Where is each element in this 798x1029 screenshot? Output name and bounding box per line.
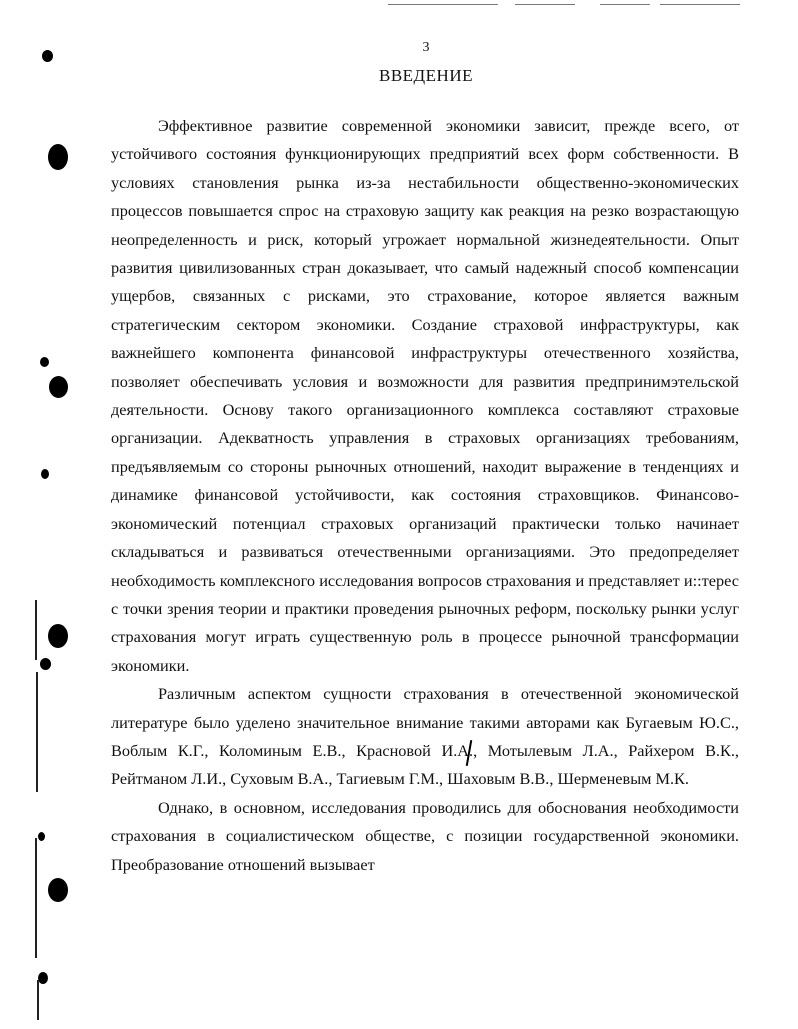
paragraph: Различным аспектом сущности страхования в отечественной экономической литературе было уделено значительное внимание такими авторами как Бугаевым Ю.С., Воблым К.Г., Коломиным Е.В., Красновой И.А., Мотылевым Л.А., Райхером В.К., Рейтманом Л.И., Суховым В.А., Тагиевым Г.М., Шаховым В.В., Шерменевым М.К. [111, 684, 739, 789]
scan-edge-line [37, 980, 39, 1020]
binder-hole [38, 832, 45, 841]
binder-hole [48, 144, 68, 170]
binder-hole [41, 469, 49, 479]
binder-hole [49, 376, 68, 398]
binder-hole [48, 624, 68, 648]
scan-top-rule [388, 4, 498, 5]
binder-hole [38, 972, 48, 984]
page-title: ВВЕДЕНИЕ [379, 66, 473, 85]
scan-top-rule [515, 4, 575, 5]
page-number: 3 [422, 40, 430, 55]
scan-top-rule [660, 4, 740, 5]
scan-edge-line [35, 600, 37, 660]
binder-hole [40, 658, 51, 670]
body-text [111, 112, 739, 879]
scan-edge-line [36, 672, 38, 792]
paragraph: Однако, в основном, исследования проводились для обоснования необходимости страхования в социалистическом обществе, с позиции государственной экономики. Преобразование отношений вызывает [111, 797, 739, 874]
paragraph: Эффективное развитие современной экономики зависит, прежде всего, от устойчивого состояния функционирующих предприятий всех форм собственности. В условиях становления рынка из-за нестабильности общественно-экономических процессов повышается спрос на страховую защиту как реакция на резко возрастающую неопределенность и риск, который угрожает нормальной жизнедеятельности. Опыт развития цивилизованных стран доказывает, что самый надежный способ компенсации ущербов, связанных с рисками, это страхование, которое является важным стратегическим сектором экономики. Создание страховой инфраструктуры, как важнейшего компонента финансовой инфраструктуры отечественного хозяйства, позволяет обеспечивать условия и возможности для развития предпринимэтельской деятельности. Основу такого организационного комплекса составляют страховые организации. Адекватность управления в страховых организациях требованиям, предъявляемым со стороны рыночных отношений, находит выражение в тенденциях и динамике финансовой устойчивости, как состояния страховщиков. Финансово-экономический потенциал страховых организаций практически только начинает складываться и развиваться отечественными организациями. Это предопределяет необходимость комплексного исследования вопросов страхования и представляет и::терес с точки зрения теории и практики проведения рыночных реформ, поскольку рынки услуг страхования могут играть существенную роль в процессе рыночной трансформации экономики. [111, 116, 739, 675]
binder-hole [40, 357, 49, 367]
scan-edge-line [35, 838, 37, 958]
scan-top-rule [600, 4, 650, 5]
binder-hole [48, 878, 68, 902]
